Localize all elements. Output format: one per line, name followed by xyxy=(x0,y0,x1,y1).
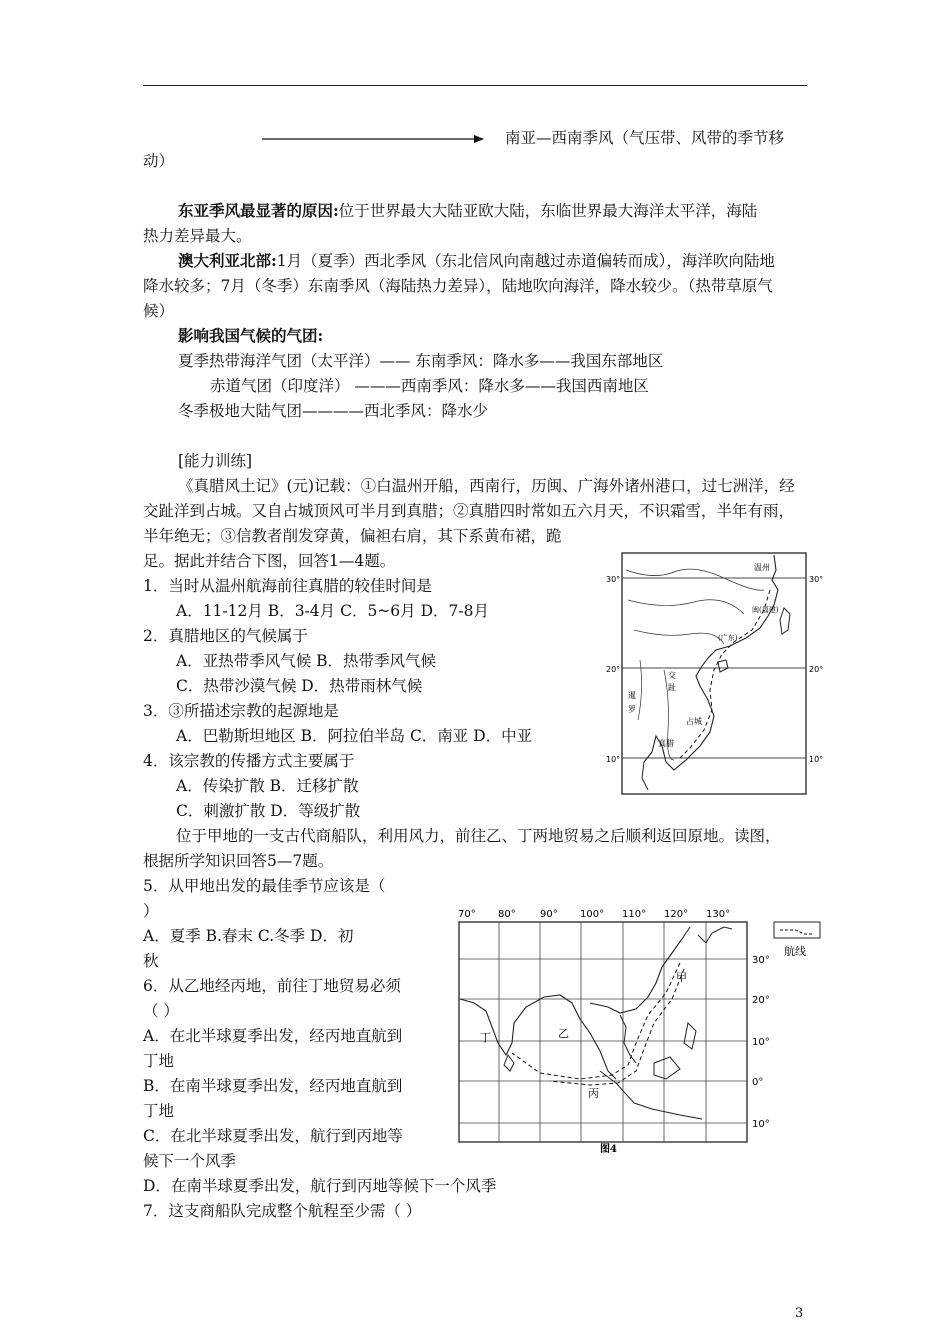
map1-lat-10-left: 10° xyxy=(606,755,621,764)
question-6: 6．从乙地经丙地，前往丁地贸易必须 xyxy=(143,977,401,995)
air-mass-line1: 夏季热带海洋气团（太平洋）—— 东南季风：降水多——我国东部地区 xyxy=(178,352,664,370)
question-4-options-2: C．刺激扩散 D．等级扩散 xyxy=(176,802,361,820)
australia-line1: 澳大利亚北部:1月（夏季）西北季风（东北信风向南越过赤道偏转而成），海洋吹向陆地 xyxy=(178,251,775,270)
map2-lat-10: 10° xyxy=(752,1037,770,1048)
intro-line2: 交趾洋到占城。又自占城顶风可半月到真腊；②真腊四时常如五六月天，不识霜雪，半年有雨， xyxy=(143,502,795,520)
map1-place-guangdong: (广东) xyxy=(718,634,738,642)
intro-line4: 足。据此并结合下图，回答1—4题。 xyxy=(143,552,396,570)
australia-line3: 候） xyxy=(143,302,175,320)
air-mass-line3: 冬季极地大陆气团————西北季风：降水少 xyxy=(178,402,489,420)
question-6-option-b-cont: 丁地 xyxy=(143,1102,175,1120)
map1-place-xian: 暹 xyxy=(628,691,636,700)
question-6-option-a: A．在北半球夏季出发，经丙地直航到 xyxy=(143,1027,403,1045)
page-number: 3 xyxy=(795,1306,804,1321)
question-6-option-b: B．在南半球夏季出发，经丙地直航到 xyxy=(143,1077,403,1095)
arrow-text-cont: 动） xyxy=(143,152,175,170)
section-title: [能力训练] xyxy=(178,452,253,470)
question-6-option-a-cont: 丁地 xyxy=(143,1052,175,1070)
question-6-cont: （ ） xyxy=(143,1002,179,1020)
map1-place-zhi: 趾 xyxy=(668,683,676,692)
header-rule xyxy=(143,85,807,86)
australia-line2: 降水较多；7月（冬季）东南季风（海陆热力差异），陆地吹向海洋，降水较少。（热带草原气 xyxy=(143,277,773,295)
map1-lat-30-left: 30° xyxy=(606,575,621,584)
map1-place-zhancheng: 占城 xyxy=(686,717,702,726)
map1-lat-30-right: 30° xyxy=(809,575,824,584)
intro-line3: 半年绝无；③信教者削发穿黄，偏袒右肩，其下系黄布裙，跪 xyxy=(143,527,562,545)
question-1: 1．当时从温州航海前往真腊的较佳时间是 xyxy=(143,577,432,595)
map2-lon-90: 90° xyxy=(540,909,558,920)
trade-route-map xyxy=(440,903,825,1153)
map2-lat-0: 0° xyxy=(752,1077,764,1088)
question-3-options: A．巴勒斯坦地区 B．阿拉伯半岛 C．南亚 D．中亚 xyxy=(176,727,533,745)
map2-lat-10s: 10° xyxy=(752,1119,770,1130)
map1-place-luo: 罗 xyxy=(628,705,636,714)
question-4: 4．该宗教的传播方式主要属于 xyxy=(143,752,355,770)
air-mass-line2: 赤道气团（印度洋） ———西南季风：降水多——我国西南地区 xyxy=(210,377,649,395)
question-6-option-d: D．在南半球夏季出发，航行到丙地等候下一个风季 xyxy=(143,1177,497,1195)
question-5-cont: ） xyxy=(143,902,159,920)
map2-lon-80: 80° xyxy=(498,909,516,920)
map2-legend-label: 航线 xyxy=(784,945,806,958)
arrow-icon xyxy=(262,134,484,144)
question-2-options-1: A．亚热带季风气候 B．热带季风气候 xyxy=(176,652,437,670)
map2-lon-70: 70° xyxy=(458,909,476,920)
question-2: 2．真腊地区的气候属于 xyxy=(143,627,308,645)
intro-line5: 位于甲地的一支古代商船队，利用风力，前往乙、丁两地贸易之后顺利返回原地。读图， xyxy=(176,827,781,845)
question-1-options: A．11-12月 B．3-4月 C．5~6月 D．7-8月 xyxy=(176,602,489,620)
map2-lon-120: 120° xyxy=(664,909,689,920)
question-4-options-1: A．传染扩散 B．迁移扩散 xyxy=(176,777,359,795)
map2-caption: 图4 xyxy=(600,1144,617,1153)
question-5: 5．从甲地出发的最佳季节应该是（ xyxy=(143,877,386,895)
map2-lon-130: 130° xyxy=(706,909,731,920)
map2-place-jia: 甲 xyxy=(676,971,687,984)
map2-lon-110: 110° xyxy=(622,909,647,920)
question-6-option-c-cont: 候下一个风季 xyxy=(143,1152,237,1170)
map1-lat-20-right: 20° xyxy=(809,665,824,674)
zhenla-route-map xyxy=(604,550,832,800)
air-mass-title: 影响我国气候的气团: xyxy=(178,326,324,345)
question-5-options: A．夏季 B.春末 C.冬季 D．初 xyxy=(143,927,354,945)
map2-place-ding: 丁 xyxy=(480,1031,491,1044)
intro-line1: 《真腊风土记》(元)记载：①白温州开船，西南行，历闽、广海外诸州港口，过七洲洋，经 xyxy=(178,477,795,495)
map2-place-bing: 丙 xyxy=(588,1087,599,1100)
map1-lat-10-right: 10° xyxy=(809,755,824,764)
map1-lat-20-left: 20° xyxy=(606,665,621,674)
map1-place-jiao: 交 xyxy=(668,671,676,680)
map2-place-yi: 乙 xyxy=(558,1027,569,1040)
east-asia-line1: 东亚季风最显著的原因:位于世界最大大陆亚欧大陆，东临世界最大海洋太平洋，海陆 xyxy=(178,201,758,220)
map2-lat-20: 20° xyxy=(752,995,770,1006)
intro-line6: 根据所学知识回答5—7题。 xyxy=(143,852,334,870)
arrow-text: 南亚—西南季风（气压带、风带的季节移 xyxy=(505,129,785,147)
question-5-options-cont: 秋 xyxy=(143,952,159,970)
map2-lat-30: 30° xyxy=(752,955,770,966)
map2-lon-100: 100° xyxy=(580,909,605,920)
map1-place-wenzhou: 温州 xyxy=(754,563,770,572)
question-2-options-2: C．热带沙漠气候 D．热带雨林气候 xyxy=(176,677,423,695)
map1-place-fujian: 闽(福建) xyxy=(752,606,779,614)
question-6-option-c: C．在北半球夏季出发，航行到丙地等 xyxy=(143,1127,403,1145)
question-7: 7．这支商船队完成整个航程至少需（ ） xyxy=(143,1202,422,1220)
question-3: 3．③所描述宗教的起源地是 xyxy=(143,702,339,720)
east-asia-line2: 热力差异最大。 xyxy=(143,227,252,245)
map1-place-zhenla: 真腊 xyxy=(658,739,674,748)
